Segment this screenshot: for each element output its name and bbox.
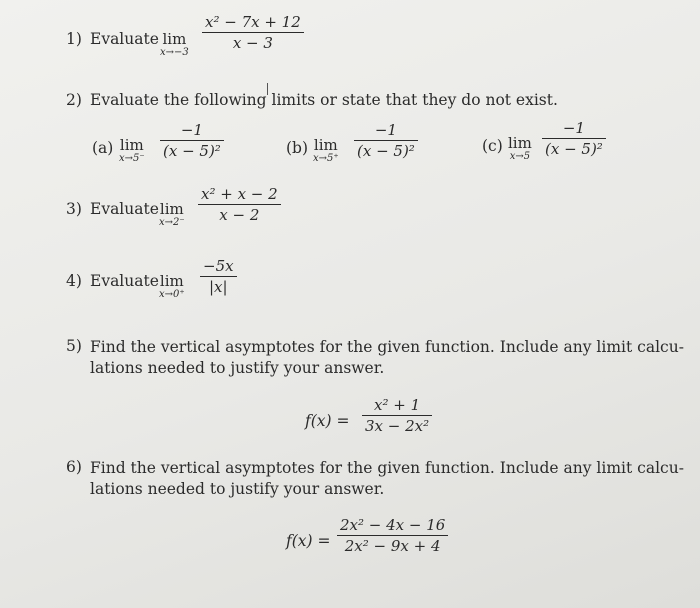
q3-fraction	[198, 185, 281, 224]
q2a-limit	[119, 137, 145, 164]
numerator: −5x	[203, 257, 234, 275]
lim-word: lim	[162, 30, 187, 48]
numerator: −1	[562, 119, 585, 137]
q6-function-name: f(x) =	[286, 532, 331, 550]
lim-subscript: x→0⁺	[159, 289, 185, 300]
fraction-bar	[202, 32, 304, 33]
lim-word: lim	[119, 136, 144, 154]
q6-text	[90, 458, 684, 500]
denominator: (x − 5)²	[545, 140, 603, 158]
numerator: x² + 1	[374, 396, 421, 414]
fraction-bar	[354, 140, 418, 141]
numerator: x² − 7x + 12	[205, 13, 301, 31]
q4-label: Evaluate	[90, 272, 159, 290]
q4-fraction	[200, 257, 237, 296]
denominator: (x − 5)²	[163, 142, 221, 160]
fraction-bar	[542, 138, 606, 139]
q2b-fraction	[354, 121, 418, 160]
q2c-limit	[508, 135, 532, 162]
denominator: (x − 5)²	[357, 142, 415, 160]
denominator: x − 3	[232, 34, 273, 52]
q3-label: Evaluate	[90, 200, 159, 218]
q2b-limit	[313, 137, 339, 164]
q6-line-1: Find the vertical asymptotes for the given function. Include any limit calcu-	[90, 459, 684, 477]
lim-subscript: x→5⁻	[119, 153, 145, 164]
fraction-bar	[200, 276, 237, 277]
numerator: −1	[180, 121, 203, 139]
lim-word: lim	[159, 272, 184, 290]
q6-number: 6)	[66, 458, 82, 476]
q2a-label: (a)	[92, 139, 114, 157]
fraction-bar	[337, 535, 448, 536]
denominator: 3x − 2x²	[365, 417, 430, 435]
q6-line-2: lations needed to justify your answer.	[90, 480, 385, 498]
q6-fraction	[337, 516, 448, 555]
q2-number: 2)	[66, 91, 82, 109]
q2-text: Evaluate the following limits or state that they do not exist.	[90, 91, 558, 109]
q5-line-2: lations needed to justify your answer.	[90, 359, 385, 377]
q1-limit	[160, 31, 189, 58]
q3-limit	[159, 201, 185, 228]
lim-word: lim	[508, 134, 532, 152]
lim-subscript: x→2⁻	[159, 217, 185, 228]
denominator: |x|	[209, 278, 228, 296]
denominator: 2x² − 9x + 4	[344, 537, 441, 555]
lim-subscript: x→−3	[160, 47, 189, 58]
numerator: 2x² − 4x − 16	[340, 516, 446, 534]
lim-subscript: x→5⁺	[313, 153, 339, 164]
q5-text	[90, 337, 684, 379]
q5-number: 5)	[66, 337, 82, 355]
q4-number: 4)	[66, 272, 82, 290]
denominator: x − 2	[219, 206, 260, 224]
lim-subscript: x→5	[509, 151, 531, 162]
q2c-label: (c)	[482, 137, 503, 155]
q2b-label: (b)	[286, 139, 309, 157]
q2a-fraction	[160, 121, 224, 160]
q3-number: 3)	[66, 200, 82, 218]
lim-word: lim	[313, 136, 338, 154]
q2c-fraction	[542, 119, 606, 158]
fraction-bar	[362, 415, 432, 416]
q1-label: Evaluate	[90, 30, 159, 48]
numerator: x² + x − 2	[201, 185, 278, 203]
q5-line-1: Find the vertical asymptotes for the given function. Include any limit calcu-	[90, 338, 684, 356]
q1-fraction	[202, 13, 304, 52]
q5-function-name: f(x) =	[305, 412, 350, 430]
numerator: −1	[374, 121, 397, 139]
q1-number: 1)	[66, 30, 82, 48]
q5-fraction	[362, 396, 432, 435]
lim-word: lim	[159, 200, 184, 218]
fraction-bar	[198, 204, 281, 205]
q4-limit	[159, 273, 185, 300]
fraction-bar	[160, 140, 224, 141]
